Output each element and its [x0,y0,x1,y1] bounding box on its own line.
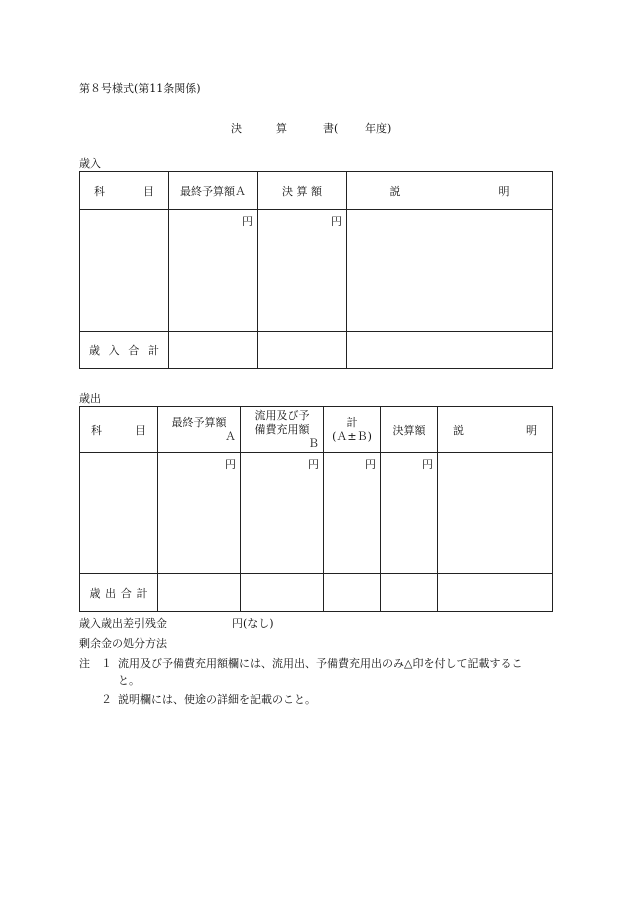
note-2-number: ２ [101,693,112,706]
title-char-1: 決 [231,122,242,135]
expenditure-total-transfer [241,574,324,612]
expenditure-total-row [80,574,553,612]
expenditure-total-explanation [438,574,553,612]
expenditure-unit-settlement: 円 [381,453,438,574]
form-number: 第８号様式(第11条関係) [79,82,201,95]
note-1-text: 流用及び予備費充用額欄には、流用出、予備費充用出のみ△印を付して記載するこ [118,657,523,670]
revenue-body-explanation [347,210,553,332]
revenue-body-item [80,210,169,332]
expenditure-table [79,406,553,612]
expenditure-unit-total: 円 [324,453,381,574]
expenditure-header-final-budget: 最終予算額 Ａ [158,407,241,453]
expenditure-header-transfer: 流用及び予 備費充用額 Ｂ [241,407,324,453]
expenditure-unit-final-budget: 円 [158,453,241,574]
revenue-unit-settlement: 円 [258,210,347,332]
expenditure-body-item [80,453,158,574]
notes-prefix: 注 [79,657,90,670]
balance-value: 円(なし) [232,617,274,630]
expenditure-unit-transfer: 円 [241,453,324,574]
expenditure-total-final-budget [158,574,241,612]
revenue-header-explanation: 説 明 [347,172,553,210]
expenditure-header-item: 科 目 [80,407,158,453]
expenditure-header-explanation: 説 明 [438,407,553,453]
expenditure-header-settlement: 決算額 [381,407,438,453]
expenditure-body-explanation [438,453,553,574]
expenditure-header-total: 計 (Ａ±Ｂ) [324,407,381,453]
revenue-header-settlement: 決 算 額 [258,172,347,210]
title-char-3: 書( [323,122,339,135]
title-char-2: 算 [276,122,287,135]
revenue-header-item: 科 目 [80,172,169,210]
expenditure-total-label: 歳 出 合 計 [80,574,158,612]
note-1-text-cont: と。 [118,674,140,687]
expenditure-header-row [80,407,553,453]
expenditure-total-sum [324,574,381,612]
expenditure-body-row [80,453,553,574]
revenue-total-label: 歳 入 合 計 [80,332,169,369]
revenue-table [79,171,553,369]
revenue-body-row [80,210,553,332]
revenue-total-explanation [347,332,553,369]
balance-label: 歳入歳出差引残金 [79,617,167,630]
revenue-total-settlement [258,332,347,369]
surplus-method: 剰余金の処分方法 [79,637,167,650]
revenue-header-row [80,172,553,210]
revenue-total-final-budget [169,332,258,369]
expenditure-section-label: 歳出 [79,392,101,405]
revenue-header-final-budget: 最終予算額Ａ [169,172,258,210]
note-2-text: 説明欄には、使途の詳細を記載のこと。 [118,693,316,706]
revenue-section-label: 歳入 [79,157,101,170]
title-year: 年度) [365,122,392,135]
note-1-number: １ [101,657,112,670]
revenue-total-row [80,332,553,369]
revenue-unit-final-budget: 円 [169,210,258,332]
expenditure-total-settlement [381,574,438,612]
